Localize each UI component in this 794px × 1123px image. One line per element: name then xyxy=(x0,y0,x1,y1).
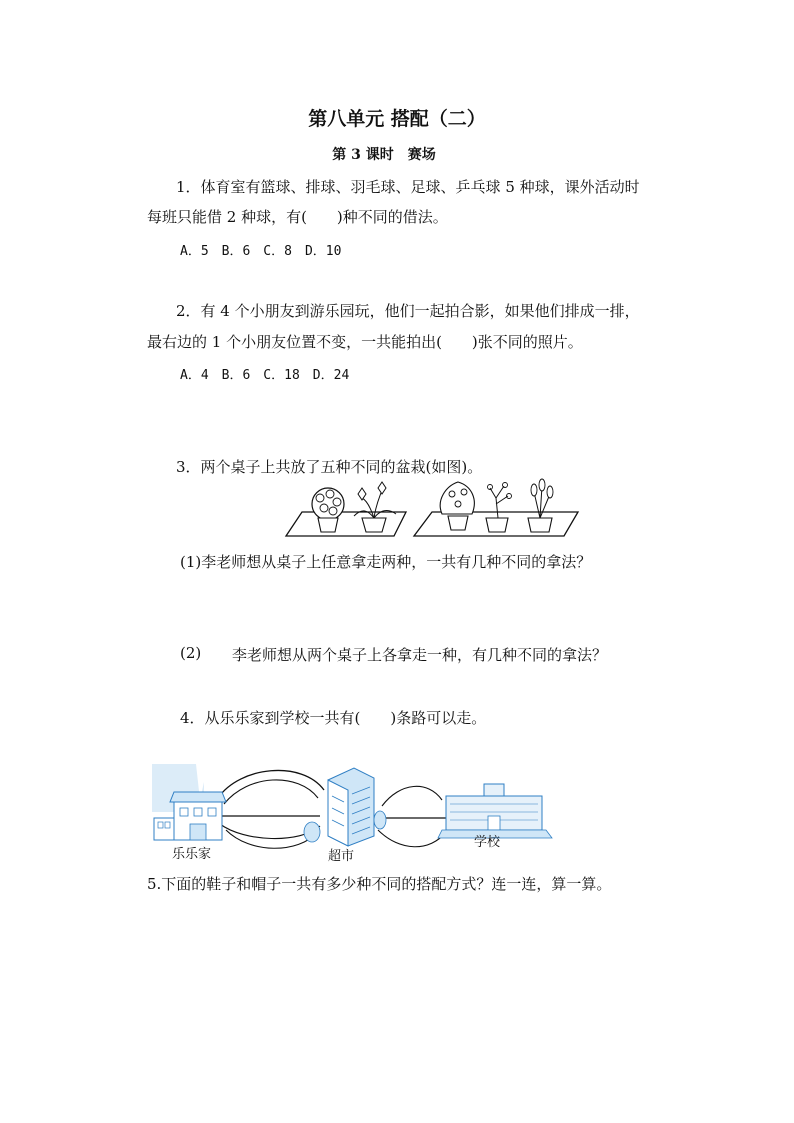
school-label: 学校 xyxy=(474,835,501,850)
left-table xyxy=(286,512,406,536)
route-map-figure xyxy=(152,760,552,864)
q5-stem: 5.下面的鞋子和帽子一共有多少种不同的搭配方式？连一连，算一算。 xyxy=(147,875,612,893)
home-label: 乐乐家 xyxy=(172,847,212,862)
q1-options: A．5 B．6 C．8 D．10 xyxy=(180,244,342,259)
school-building-icon xyxy=(438,784,552,838)
plant-bush-icon xyxy=(440,482,474,530)
q3-sub2-number: (2) xyxy=(180,644,202,662)
plant-tulip-icon xyxy=(354,482,396,532)
q4-stem: 4．从乐乐家到学校一共有( )条路可以走。 xyxy=(180,709,487,727)
q2-line2: 最右边的 1 个小朋友位置不变，一共能拍出( )张不同的照片。 xyxy=(147,333,583,351)
plants-on-tables-figure xyxy=(282,478,582,540)
q2-line1: 2．有 4 个小朋友到游乐园玩，他们一起拍合影，如果他们排成一排， xyxy=(176,302,640,320)
q2-options: A．4 B．6 C．18 D．24 xyxy=(180,368,350,383)
lesson-subtitle: 第 3 课时 赛场 xyxy=(332,147,436,163)
q1-line2: 每班只能借 2 种球，有( )种不同的借法。 xyxy=(147,208,448,226)
q3-sub1: (1)李老师想从桌子上任意拿走两种，一共有几种不同的拿法？ xyxy=(180,553,592,571)
plant-branch-icon xyxy=(486,483,512,533)
page-title: 第八单元 搭配（二） xyxy=(308,108,486,130)
q1-line1: 1．体育室有篮球、排球、羽毛球、足球、乒乓球 5 种球，课外活动时 xyxy=(176,178,640,196)
plant-tall-flower-icon xyxy=(528,479,553,532)
q3-sub2: 李老师想从两个桌子上各拿走一种，有几种不同的拿法？ xyxy=(232,646,608,664)
supermarket-building-icon xyxy=(304,768,386,846)
q3-stem: 3．两个桌子上共放了五种不同的盆栽(如图)。 xyxy=(176,458,483,476)
plant-chrysanthemum-icon xyxy=(312,488,344,532)
market-label: 超市 xyxy=(328,849,355,864)
